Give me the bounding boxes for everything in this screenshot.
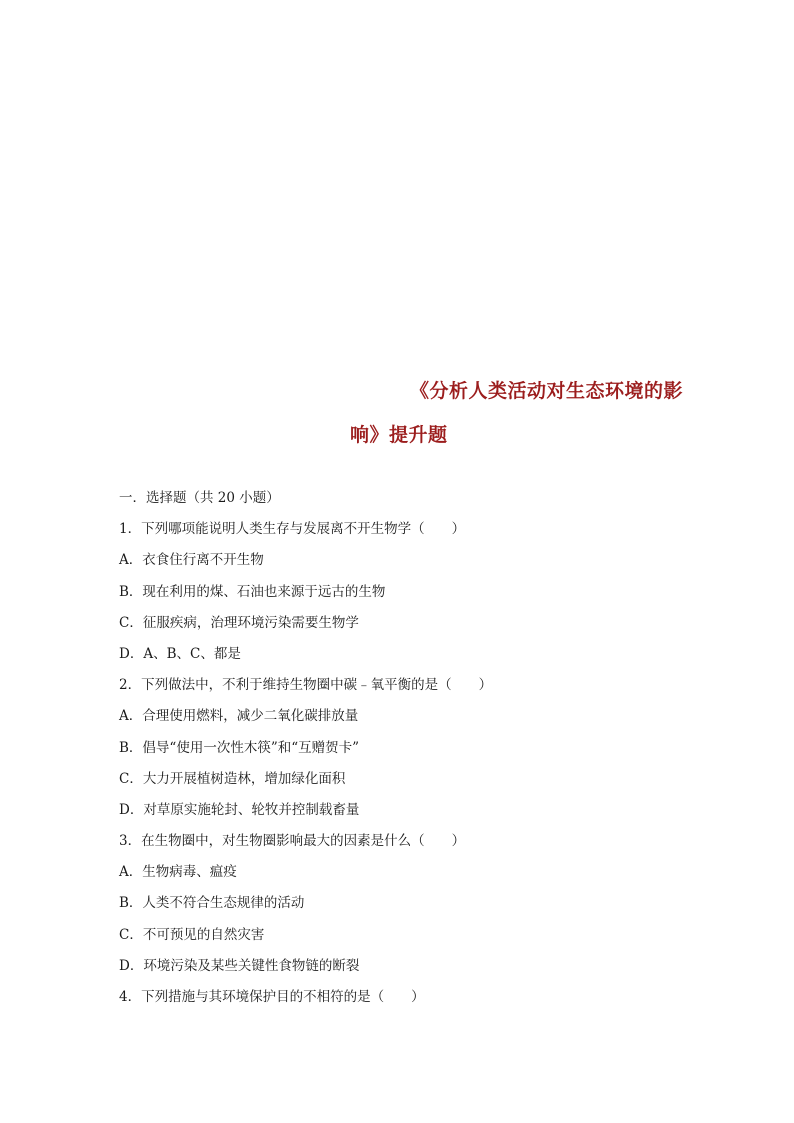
question-2-option-a: A．合理使用燃料，减少二氧化碳排放量 [119,708,359,725]
question-3-option-d: D．环境污染及某些关键性食物链的断裂 [119,957,360,974]
question-list [119,487,719,1017]
question-3-option-c: C．不可预见的自然灾害 [119,926,265,943]
question-2-option-c: C．大力开展植树造林，增加绿化面积 [119,770,346,787]
document-title-line-1: 《分析人类活动对生态环境的影 [410,380,684,402]
question-3-option-b: B．人类不符合生态规律的活动 [119,895,305,912]
document-title-line-2: 响》提升题 [350,424,448,446]
section-heading: 一．选择题（共 20 小题） [119,490,280,506]
question-3-stem: 3．在生物圈中，对生物圈影响最大的因素是什么（ ） [119,833,466,850]
question-1-option-a: A．衣食住行离不开生物 [119,552,264,569]
question-1-option-b: B．现在利用的煤、石油也来源于远古的生物 [119,583,386,600]
question-4-stem: 4．下列措施与其环境保护目的不相符的是（ ） [119,989,425,1005]
question-1-option-c: C．征服疾病，治理环境污染需要生物学 [119,614,359,631]
question-1-option-d: D．A、B、C、都是 [119,645,241,662]
question-3-option-a: A．生物病毒、瘟疫 [119,864,237,881]
question-1-stem: 1．下列哪项能说明人类生存与发展离不开生物学（ ） [119,521,466,538]
question-2-option-d: D．对草原实施轮封、轮牧并控制载畜量 [119,801,360,818]
question-2-option-b: B．倡导“使用一次性木筷”和“互赠贺卡” [119,739,360,756]
question-2-stem: 2．下列做法中，不利于维持生物圈中碳﹣氧平衡的是（ ） [119,677,493,694]
